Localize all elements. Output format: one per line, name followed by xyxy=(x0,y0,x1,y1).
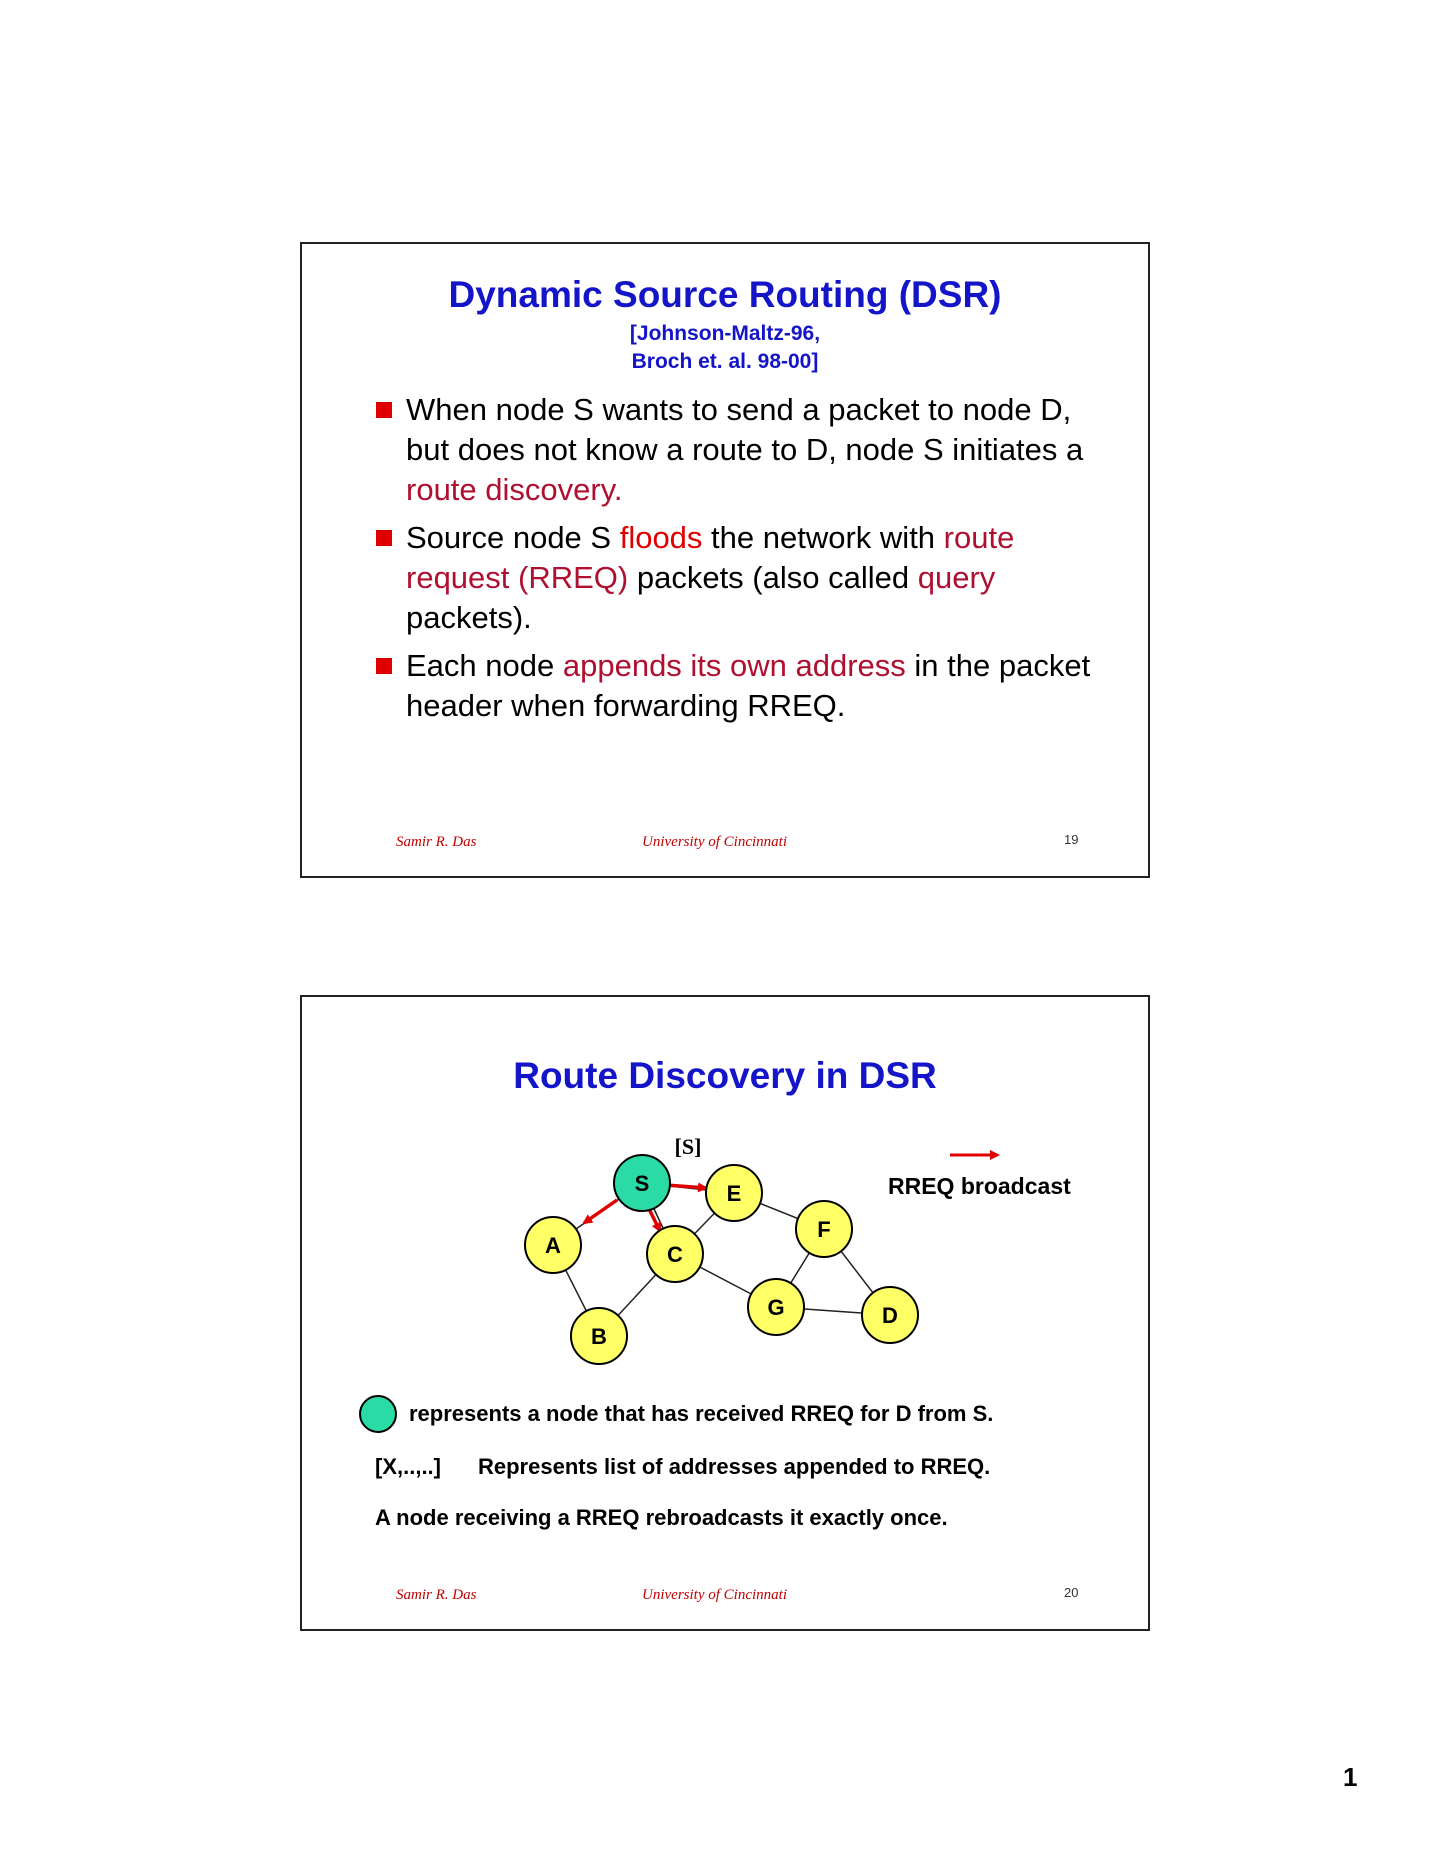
node-c-label: C xyxy=(667,1242,683,1267)
highlight-text: route request (RREQ) xyxy=(406,520,1015,595)
node-s-label: S xyxy=(634,1171,650,1196)
bullet-item xyxy=(376,646,1096,726)
page-number: 1 xyxy=(1343,1762,1358,1792)
highlight-text: floods xyxy=(619,520,703,555)
network-diagram xyxy=(302,997,1148,1629)
bracket-notation: [X,..,..] xyxy=(375,1454,441,1479)
bullet-text: in the packet header when forwarding RREQ. xyxy=(406,648,1091,723)
highlight-text: route discovery xyxy=(406,472,614,507)
slide-subtitle xyxy=(302,320,1148,376)
node-d-label: D xyxy=(882,1303,898,1328)
node-e-label: E xyxy=(726,1181,742,1206)
rebroadcast-note: A node receiving a RREQ rebroadcasts it exactly once. xyxy=(375,1505,948,1530)
node-f-label: F xyxy=(817,1217,831,1242)
footer-author: Samir R. Das xyxy=(396,1587,477,1603)
subtitle-line-2: Broch et. al. 98-00] xyxy=(631,350,819,373)
bullet-text: the network with xyxy=(702,520,944,555)
bullet-list xyxy=(376,390,1096,734)
rreq-arrow-s-a xyxy=(584,1200,617,1223)
bracket-note: Represents list of addresses appended to RREQ. xyxy=(478,1454,991,1479)
node-a-label: A xyxy=(545,1233,561,1258)
rreq-arrow-s-e xyxy=(666,1185,706,1188)
bullet-text: packets). xyxy=(406,600,532,635)
square-bullet-icon xyxy=(376,402,392,418)
highlight-text: appends its own address xyxy=(562,648,906,683)
node-b-label: B xyxy=(591,1324,607,1349)
node-g-label: G xyxy=(767,1295,785,1320)
square-bullet-icon xyxy=(376,530,392,546)
bullet-item xyxy=(376,518,1096,638)
slide-title: Route Discovery in DSR xyxy=(513,1055,937,1096)
subtitle-line-1: [Johnson-Maltz-96, xyxy=(629,322,821,345)
slide-number: 19 xyxy=(1064,832,1079,847)
legend-note: represents a node that has received RREQ for D from S. xyxy=(409,1401,994,1426)
footer-university: University of Cincinnati xyxy=(642,834,787,850)
footer-university: University of Cincinnati xyxy=(642,1587,787,1603)
bullet-item xyxy=(376,390,1096,510)
footer-author: Samir R. Das xyxy=(396,834,477,850)
received-node-legend-icon xyxy=(359,1395,397,1433)
highlight-text: query xyxy=(917,560,996,595)
slide-dsr-intro xyxy=(300,242,1150,878)
path-label: [S] xyxy=(674,1134,702,1159)
slide-title: Dynamic Source Routing (DSR) xyxy=(448,274,1002,315)
bullet-text: Each node xyxy=(406,648,563,683)
slide-route-discovery xyxy=(300,995,1150,1631)
slide-number: 20 xyxy=(1064,1585,1079,1600)
bullet-text: Source node S xyxy=(406,520,620,555)
bullet-text: packets (also called xyxy=(628,560,918,595)
bullet-text: . xyxy=(613,472,623,507)
bullet-text: When node S wants to send a packet to node D, but does not know a route to D, node S initiates a xyxy=(406,392,1084,467)
square-bullet-icon xyxy=(376,658,392,674)
legend-rreq-label: RREQ broadcast xyxy=(888,1173,1071,1199)
